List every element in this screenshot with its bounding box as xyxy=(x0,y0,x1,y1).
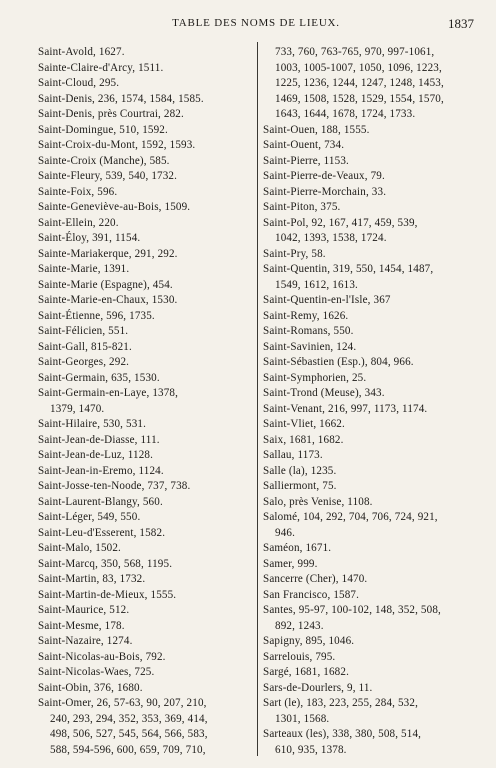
index-entry: Saint-Omer, 26, 57-63, 90, 207, 210, xyxy=(38,697,207,709)
index-entry-continuation: 1301, 1568. xyxy=(275,712,330,725)
index-entry-continuation: 1643, 1644, 1678, 1724, 1733. xyxy=(275,108,416,120)
page-number: 1837 xyxy=(448,16,474,31)
index-entry: Sainte-Croix (Manche), 585. xyxy=(38,154,170,167)
index-entry: Sainte-Fleury, 539, 540, 1732. xyxy=(38,170,178,182)
index-entry: Salo, près Venise, 1108. xyxy=(263,495,373,508)
page-header xyxy=(38,17,474,35)
index-entry-continuation: 240, 293, 294, 352, 353, 369, 414, xyxy=(50,712,208,725)
index-entry: Saint-Nicolas-au-Bois, 792. xyxy=(38,650,166,663)
index-entry: Saint-Ouen, 188, 1555. xyxy=(263,123,370,136)
index-entry: Sainte-Marie-en-Chaux, 1530. xyxy=(38,294,178,306)
index-column-left xyxy=(38,45,252,758)
index-entry: Saint-Étienne, 596, 1735. xyxy=(38,309,155,322)
index-entry: Sainte-Claire-d'Arcy, 1511. xyxy=(38,61,164,74)
index-entry-continuation: 1042, 1393, 1538, 1724. xyxy=(275,232,387,244)
index-entry: Sargé, 1681, 1682. xyxy=(263,666,350,678)
index-entry: Saint-Hilaire, 530, 531. xyxy=(38,418,147,430)
index-entry: Sarrelouis, 795. xyxy=(263,650,336,663)
index-entry: Sars-de-Dourlers, 9, 11. xyxy=(263,681,373,694)
index-entry: San Francisco, 1587. xyxy=(263,588,360,601)
index-entry: Saint-Georges, 292. xyxy=(38,356,130,368)
index-entry: Saint-Romans, 550. xyxy=(263,325,354,337)
index-entry-continuation: 588, 594-596, 600, 659, 709, 710, xyxy=(50,743,206,756)
index-entry-continuation: 1549, 1612, 1613. xyxy=(275,278,358,291)
index-entry: Saint-Mesme, 178. xyxy=(38,619,125,632)
index-entry: Sart (le), 183, 223, 255, 284, 532, xyxy=(263,697,418,709)
index-entry: Saint-Josse-ten-Noode, 737, 738. xyxy=(38,480,191,492)
index-entry: Saint-Marcq, 350, 568, 1195. xyxy=(38,557,173,570)
index-entry-continuation: 946. xyxy=(275,526,296,539)
index-column-right xyxy=(263,45,477,758)
index-entry: Saint-Quentin, 319, 550, 1454, 1487, xyxy=(263,263,434,275)
index-entry: Saint-Pol, 92, 167, 417, 459, 539, xyxy=(263,216,418,229)
index-entry: Saint-Pierre, 1153. xyxy=(263,154,349,167)
index-entry: Saint-Sébastien (Esp.), 804, 966. xyxy=(263,356,414,368)
index-entry: Saint-Denis, 236, 1574, 1584, 1585. xyxy=(38,92,204,105)
index-entry: Saint-Croix-du-Mont, 1592, 1593. xyxy=(38,139,196,151)
index-entry-continuation: 1469, 1508, 1528, 1529, 1554, 1570, xyxy=(275,92,444,105)
index-entry: Sainte-Foix, 596. xyxy=(38,185,118,198)
index-entry: Salle (la), 1235. xyxy=(263,464,337,477)
index-entry: Saint-Gall, 815-821. xyxy=(38,340,132,353)
index-entry: Saint-Malo, 1502. xyxy=(38,542,121,554)
index-entry: Saint-Cloud, 295. xyxy=(38,77,120,89)
index-entry: Saint-Jean-de-Diasse, 111. xyxy=(38,433,160,446)
index-entry: Saix, 1681, 1682. xyxy=(263,433,344,446)
index-entry: Saint-Remy, 1626. xyxy=(263,309,349,322)
index-entry-continuation: 610, 935, 1378. xyxy=(275,743,347,756)
index-entry: Sapigny, 895, 1046. xyxy=(263,635,355,647)
column-divider xyxy=(257,42,258,756)
index-entry: Saint-Léger, 549, 550. xyxy=(38,511,141,523)
index-entry: Saint-Nazaire, 1274. xyxy=(38,635,133,647)
index-entry: Sainte-Mariakerque, 291, 292. xyxy=(38,247,178,260)
index-entry: Saint-Laurent-Blangy, 560. xyxy=(38,495,163,508)
index-entry: Saint-Félicien, 551. xyxy=(38,325,129,337)
index-entry-continuation: 1003, 1005-1007, 1050, 1096, 1223, xyxy=(275,61,442,74)
index-entry: Saint-Piton, 375. xyxy=(263,201,341,213)
index-entry: Salomé, 104, 292, 704, 706, 724, 921, xyxy=(263,511,438,523)
index-entry: Saint-Denis, près Courtrai, 282. xyxy=(38,108,184,120)
index-entry: Saint-Pierre-de-Veaux, 79. xyxy=(263,170,385,182)
index-entry: Saint-Nicolas-Waes, 725. xyxy=(38,666,155,678)
index-entry: Salliermont, 75. xyxy=(263,480,337,492)
index-entry: Saint-Leu-d'Esserent, 1582. xyxy=(38,526,166,539)
index-entry: Saint-Symphorien, 25. xyxy=(263,371,367,384)
index-entry: Santes, 95-97, 100-102, 148, 352, 508, xyxy=(263,604,441,616)
index-entry: Saint-Domingue, 510, 1592. xyxy=(38,123,168,136)
index-entry: Saint-Jean-in-Eremo, 1124. xyxy=(38,464,164,477)
index-entry: Saint-Martin, 83, 1732. xyxy=(38,573,146,585)
index-entry: Saint-Maurice, 512. xyxy=(38,604,130,616)
index-entry: Saint-Martin-de-Mieux, 1555. xyxy=(38,588,177,601)
index-entry: Saméon, 1671. xyxy=(263,542,332,554)
index-entry-continuation: 1379, 1470. xyxy=(50,402,105,415)
index-entry-continuation: 1225, 1236, 1244, 1247, 1248, 1453, xyxy=(275,77,444,89)
index-entry: Saint-Germain, 635, 1530. xyxy=(38,371,160,384)
index-entry: Saint-Vliet, 1662. xyxy=(263,418,345,430)
index-entry: Saint-Pry, 58. xyxy=(263,247,326,260)
index-entry: Saint-Jean-de-Luz, 1128. xyxy=(38,449,154,461)
index-entry: Sancerre (Cher), 1470. xyxy=(263,573,368,585)
index-entry: Saint-Trond (Meuse), 343. xyxy=(263,387,385,399)
index-entry: Saint-Venant, 216, 997, 1173, 1174. xyxy=(263,402,428,415)
index-entry: Sainte-Marie, 1391. xyxy=(38,263,130,275)
index-entry-continuation: 892, 1243. xyxy=(275,619,324,632)
index-entry: Saint-Germain-en-Laye, 1378, xyxy=(38,387,179,399)
index-entry-continuation: 498, 506, 527, 545, 564, 566, 583, xyxy=(50,728,208,740)
index-entry: Saint-Ouent, 734. xyxy=(263,139,345,151)
index-entry: Saint-Éloy, 391, 1154. xyxy=(38,232,141,244)
index-entry: Saint-Obin, 376, 1680. xyxy=(38,681,143,694)
index-entry: Saint-Quentin-en-l'Isle, 367 xyxy=(263,294,391,306)
index-entry: Saint-Avold, 1627. xyxy=(38,46,125,58)
index-entry: Sainte-Marie (Espagne), 454. xyxy=(38,278,173,291)
index-entry: Saint-Savinien, 124. xyxy=(263,340,357,353)
index-entry: Sallau, 1173. xyxy=(263,449,323,461)
index-entry: Samer, 999. xyxy=(263,557,318,570)
index-entry-continuation: 733, 760, 763-765, 970, 997-1061, xyxy=(275,46,435,58)
index-entry: Sarteaux (les), 338, 380, 508, 514, xyxy=(263,728,422,740)
index-entry: Saint-Ellein, 220. xyxy=(38,216,119,229)
index-entry: Sainte-Geneviève-au-Bois, 1509. xyxy=(38,201,191,213)
index-entry: Saint-Pierre-Morchain, 33. xyxy=(263,185,387,198)
running-title: TABLE DES NOMS DE LIEUX. xyxy=(172,17,340,29)
